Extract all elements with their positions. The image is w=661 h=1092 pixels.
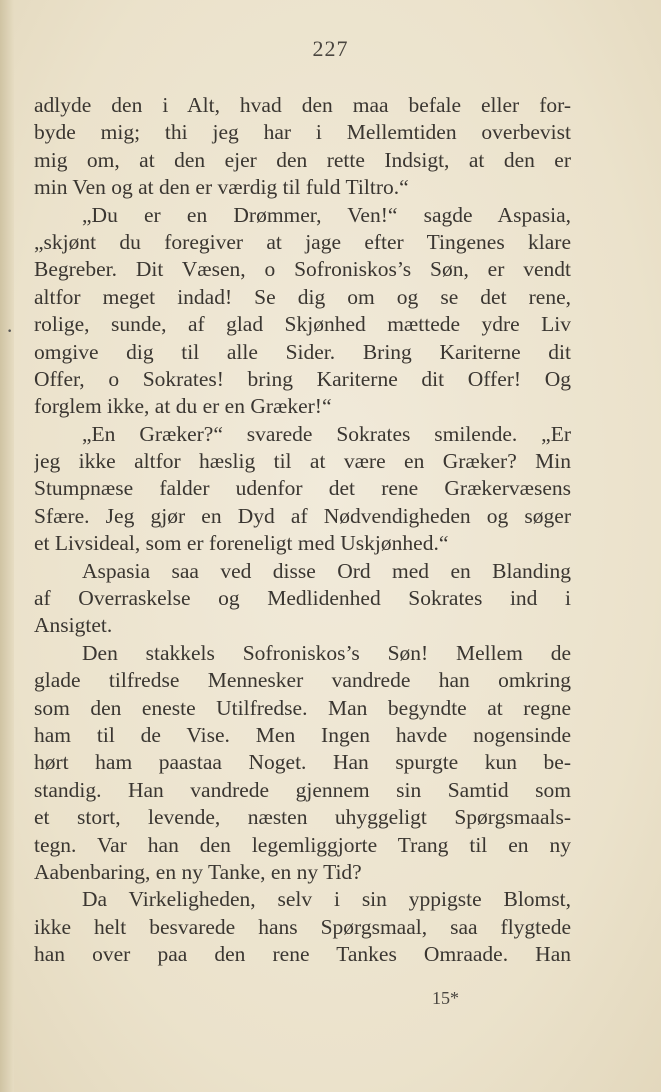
text-line: altfor meget indad! Se dig om og se det rene, (34, 284, 571, 309)
text-line: Begreber. Dit Væsen, o Sofroniskos’s Søn, er vendt (34, 257, 571, 282)
text-line: et stort, levende, næsten uhyggeligt Spørgsmaals- (34, 805, 571, 830)
text-line: Aspasia saa ved disse Ord med en Blanding (82, 558, 571, 583)
margin-mark: · (6, 318, 14, 343)
body-text (34, 92, 571, 969)
text-line: min Ven og at den er værdig til fuld Tiltro.“ (34, 175, 409, 200)
text-line: ham til de Vise. Men Ingen havde nogensinde (34, 722, 571, 747)
text-line: som den eneste Utilfredse. Man begyndte at regne (34, 695, 571, 720)
text-line: Sfære. Jeg gjør en Dyd af Nødvendigheden og søger (34, 503, 571, 528)
signature-mark: 15* (432, 988, 459, 1008)
text-line: hørt ham paastaa Noget. Han spurgte kun be- (34, 750, 571, 775)
text-line: „Du er en Drømmer, Ven!“ sagde Aspasia, (82, 202, 571, 227)
text-line: ikke helt besvarede hans Spørgsmaal, saa flygtede (34, 914, 571, 939)
text-line: jeg ikke altfor hæslig til at være en Græker? Min (34, 449, 571, 474)
text-line: af Overraskelse og Medlidenhed Sokrates ind i (34, 586, 571, 611)
text-line: byde mig; thi jeg har i Mellemtiden overbevist (34, 120, 571, 145)
text-line: tegn. Var han den legemliggjorte Trang til en ny (34, 832, 571, 857)
text-line: Aabenbaring, en ny Tanke, en ny Tid? (34, 859, 362, 884)
text-line: „En Græker?“ svarede Sokrates smilende. „Er (82, 421, 571, 446)
page-number: 227 (312, 36, 349, 61)
text-line: forglem ikke, at du er en Græker!“ (34, 394, 332, 419)
text-line: rolige, sunde, af glad Skjønhed mættede ydre Liv (34, 312, 571, 337)
text-line: han over paa den rene Tankes Omraade. Han (34, 942, 571, 967)
page-gutter (0, 0, 14, 1092)
text-line: „skjønt du foregiver at jage efter Tingenes klare (34, 229, 571, 254)
text-line: omgive dig til alle Sider. Bring Kariterne dit (34, 339, 571, 364)
text-line: et Livsideal, som er foreneligt med Uskjønhed.“ (34, 531, 449, 556)
text-line: adlyde den i Alt, hvad den maa befale eller for- (34, 93, 571, 117)
text-line: standig. Han vandrede gjennem sin Samtid som (34, 777, 571, 802)
text-line: Stumpnæse falder udenfor det rene Grækervæsens (34, 476, 571, 501)
text-line: glade tilfredse Mennesker vandrede han omkring (34, 668, 571, 693)
text-line: Den stakkels Sofroniskos’s Søn! Mellem de (82, 640, 571, 665)
text-line: Da Virkeligheden, selv i sin yppigste Blomst, (82, 887, 571, 912)
text-line: mig om, at den ejer den rette Indsigt, at den er (34, 147, 571, 172)
text-line: Offer, o Sokrates! bring Kariterne dit Offer! Og (34, 366, 571, 391)
text-line: Ansigtet. (34, 613, 113, 638)
